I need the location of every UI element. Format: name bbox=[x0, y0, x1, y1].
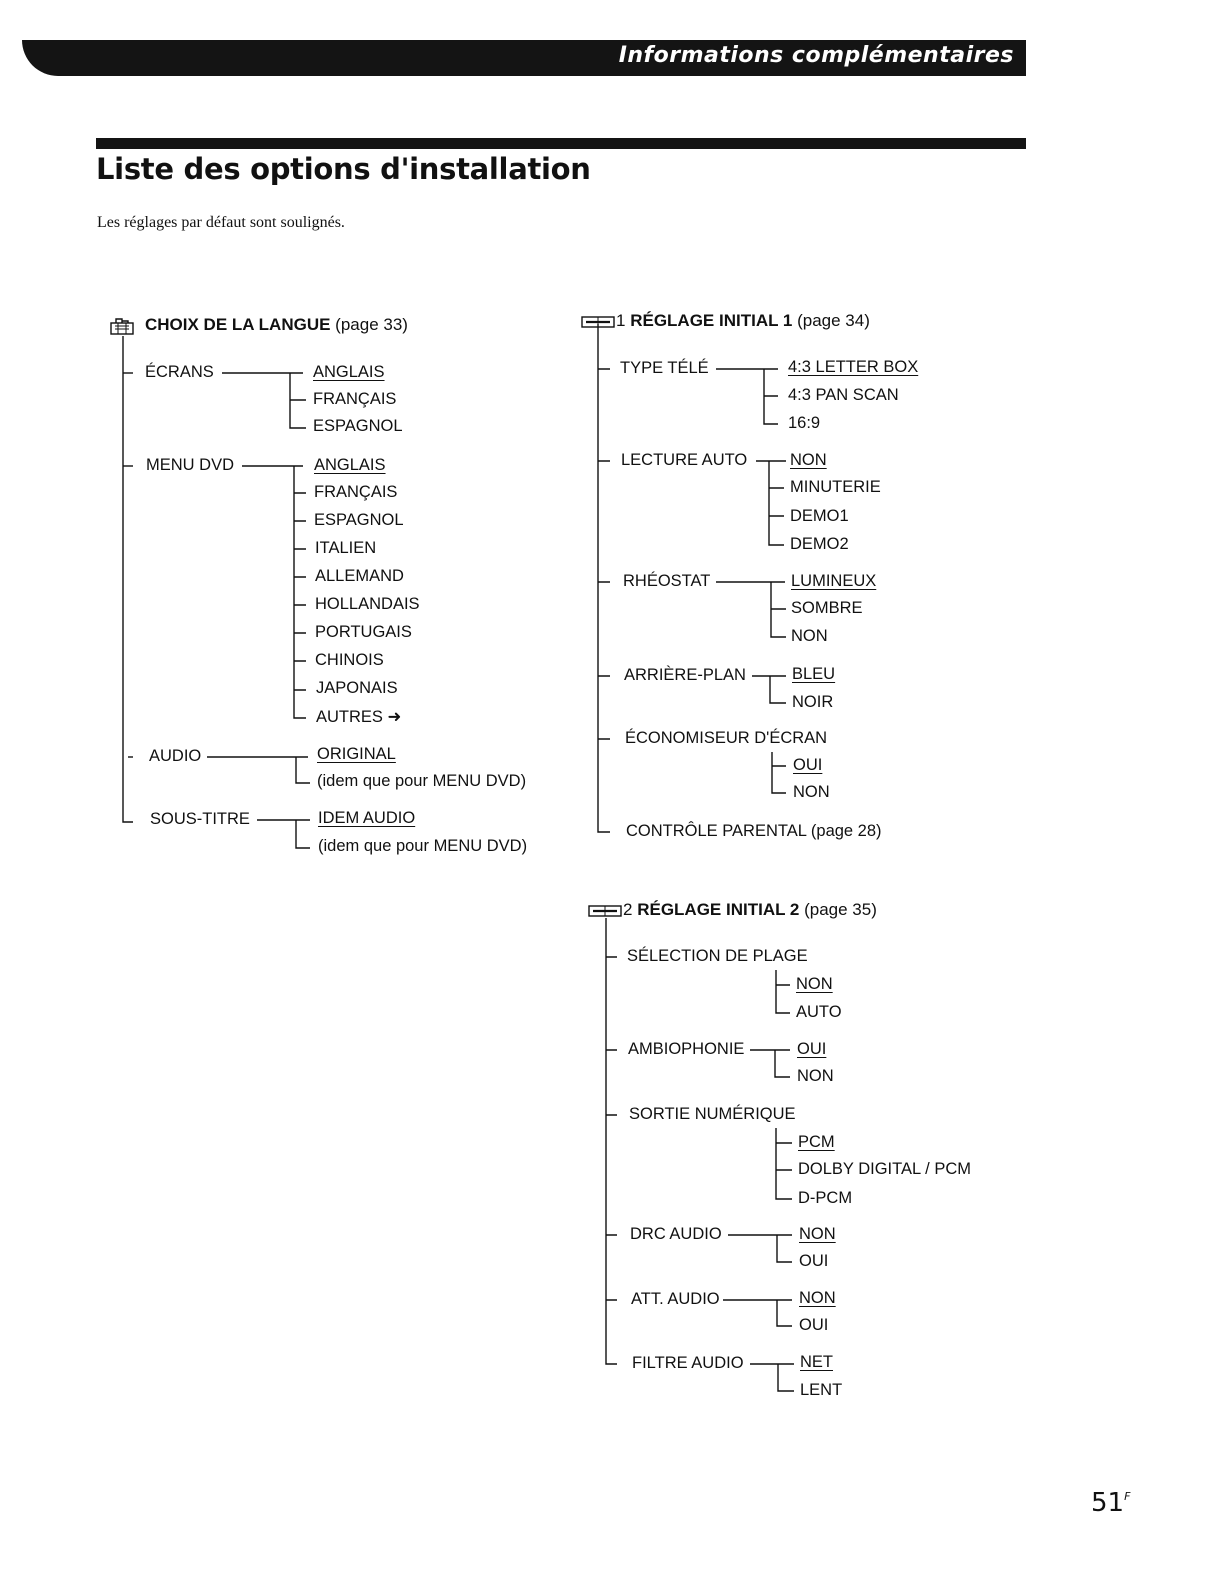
reglage2-number: 2 bbox=[623, 900, 633, 919]
menu-dvd-option: HOLLANDAIS bbox=[315, 595, 420, 613]
drc-audio-label: DRC AUDIO bbox=[630, 1225, 722, 1243]
type-tele-option: 16:9 bbox=[788, 414, 821, 432]
arriere-plan-option: NOIR bbox=[792, 693, 834, 711]
audio-option-default: ORIGINAL bbox=[317, 745, 396, 763]
page-subtitle: Les réglages par défaut sont soulignés. bbox=[97, 214, 345, 231]
lecture-auto-option: MINUTERIE bbox=[790, 478, 881, 496]
type-tele-option: 4:3 PAN SCAN bbox=[788, 386, 899, 404]
reglage1-page: (page 34) bbox=[797, 311, 870, 330]
type-tele-label: TYPE TÉLÉ bbox=[620, 359, 709, 377]
setup-menu-icon-2 bbox=[588, 904, 622, 918]
lecture-auto-option: DEMO1 bbox=[790, 507, 849, 525]
ecrans-option: ESPAGNOL bbox=[313, 417, 403, 435]
rheostat-option: SOMBRE bbox=[791, 599, 863, 617]
sortie-numerique-option: DOLBY DIGITAL / PCM bbox=[798, 1160, 971, 1178]
menu-dvd-option: PORTUGAIS bbox=[315, 623, 412, 641]
rheostat-option: NON bbox=[791, 627, 828, 645]
ecrans-label: ÉCRANS bbox=[145, 363, 214, 381]
rheostat-option-default: LUMINEUX bbox=[791, 572, 877, 590]
section-title: Informations complémentaires bbox=[618, 43, 1014, 68]
att-audio-option: OUI bbox=[799, 1316, 829, 1334]
economiseur-label: ÉCONOMISEUR D'ÉCRAN bbox=[625, 729, 828, 747]
drc-audio-option: OUI bbox=[799, 1252, 829, 1270]
selection-plage-option: AUTO bbox=[796, 1003, 842, 1021]
reglage1-section-header bbox=[616, 310, 870, 332]
att-audio-label: ATT. AUDIO bbox=[631, 1290, 720, 1308]
lecture-auto-option: DEMO2 bbox=[790, 535, 849, 553]
sortie-numerique-option-default: PCM bbox=[798, 1133, 835, 1151]
menu-dvd-option-default: ANGLAIS bbox=[314, 456, 386, 474]
setup-menu-icon bbox=[581, 315, 615, 329]
reglage2-page: (page 35) bbox=[804, 900, 877, 919]
sous-titre-option-default: IDEM AUDIO bbox=[318, 809, 416, 827]
language-section-title: CHOIX DE LA LANGUE bbox=[145, 315, 331, 334]
language-section-page: (page 33) bbox=[335, 315, 408, 334]
sous-titre-label: SOUS-TITRE bbox=[150, 810, 250, 828]
sortie-numerique-option: D-PCM bbox=[798, 1189, 853, 1207]
page-number bbox=[1091, 1488, 1130, 1518]
menu-dvd-option: JAPONAIS bbox=[316, 679, 398, 697]
lecture-auto-option-default: NON bbox=[790, 451, 827, 469]
language-menu-icon bbox=[110, 318, 134, 336]
controle-parental-label: CONTRÔLE PARENTAL (page 28) bbox=[626, 822, 882, 840]
att-audio-option-default: NON bbox=[799, 1289, 836, 1307]
selection-plage-label: SÉLECTION DE PLAGE bbox=[627, 947, 808, 965]
lecture-auto-label: LECTURE AUTO bbox=[621, 451, 748, 469]
menu-dvd-option: ALLEMAND bbox=[315, 567, 404, 585]
language-section-header bbox=[145, 314, 408, 336]
filtre-audio-label: FILTRE AUDIO bbox=[632, 1354, 744, 1372]
rheostat-label: RHÉOSTAT bbox=[623, 572, 711, 590]
drc-audio-option-default: NON bbox=[799, 1225, 836, 1243]
menu-dvd-option: ESPAGNOL bbox=[314, 511, 404, 529]
reglage1-number: 1 bbox=[616, 311, 626, 330]
ecrans-option-default: ANGLAIS bbox=[313, 363, 385, 381]
sous-titre-option-note: (idem que pour MENU DVD) bbox=[318, 837, 528, 855]
economiseur-option-default: OUI bbox=[793, 756, 823, 774]
ambiophonie-option-default: OUI bbox=[797, 1040, 827, 1058]
arriere-plan-label: ARRIÈRE-PLAN bbox=[624, 666, 746, 684]
menu-dvd-option: ITALIEN bbox=[315, 539, 377, 557]
reglage1-title: RÉGLAGE INITIAL 1 bbox=[630, 311, 793, 330]
audio-option-note: (idem que pour MENU DVD) bbox=[317, 772, 527, 790]
audio-label: AUDIO bbox=[149, 747, 202, 765]
page-number-suffix: F bbox=[1124, 1490, 1131, 1503]
reglage2-section-header bbox=[623, 899, 877, 921]
filtre-audio-option-default: NET bbox=[800, 1353, 833, 1371]
page-number-value: 51 bbox=[1091, 1488, 1125, 1518]
arriere-plan-option-default: BLEU bbox=[792, 665, 836, 683]
type-tele-option-default: 4:3 LETTER BOX bbox=[788, 358, 919, 376]
ambiophonie-label: AMBIOPHONIE bbox=[628, 1040, 745, 1058]
ambiophonie-option: NON bbox=[797, 1067, 834, 1085]
reglage2-title: RÉGLAGE INITIAL 2 bbox=[637, 900, 800, 919]
sortie-numerique-label: SORTIE NUMÉRIQUE bbox=[629, 1105, 796, 1123]
menu-dvd-option: FRANÇAIS bbox=[314, 483, 398, 501]
menu-dvd-label: MENU DVD bbox=[146, 456, 235, 474]
menu-dvd-option-autres: AUTRES ➜ bbox=[316, 708, 402, 726]
page-title: Liste des options d'installation bbox=[96, 152, 591, 186]
filtre-audio-option: LENT bbox=[800, 1381, 843, 1399]
ecrans-option: FRANÇAIS bbox=[313, 390, 397, 408]
economiseur-option: NON bbox=[793, 783, 830, 801]
selection-plage-option-default: NON bbox=[796, 975, 833, 993]
menu-dvd-option: CHINOIS bbox=[315, 651, 384, 669]
